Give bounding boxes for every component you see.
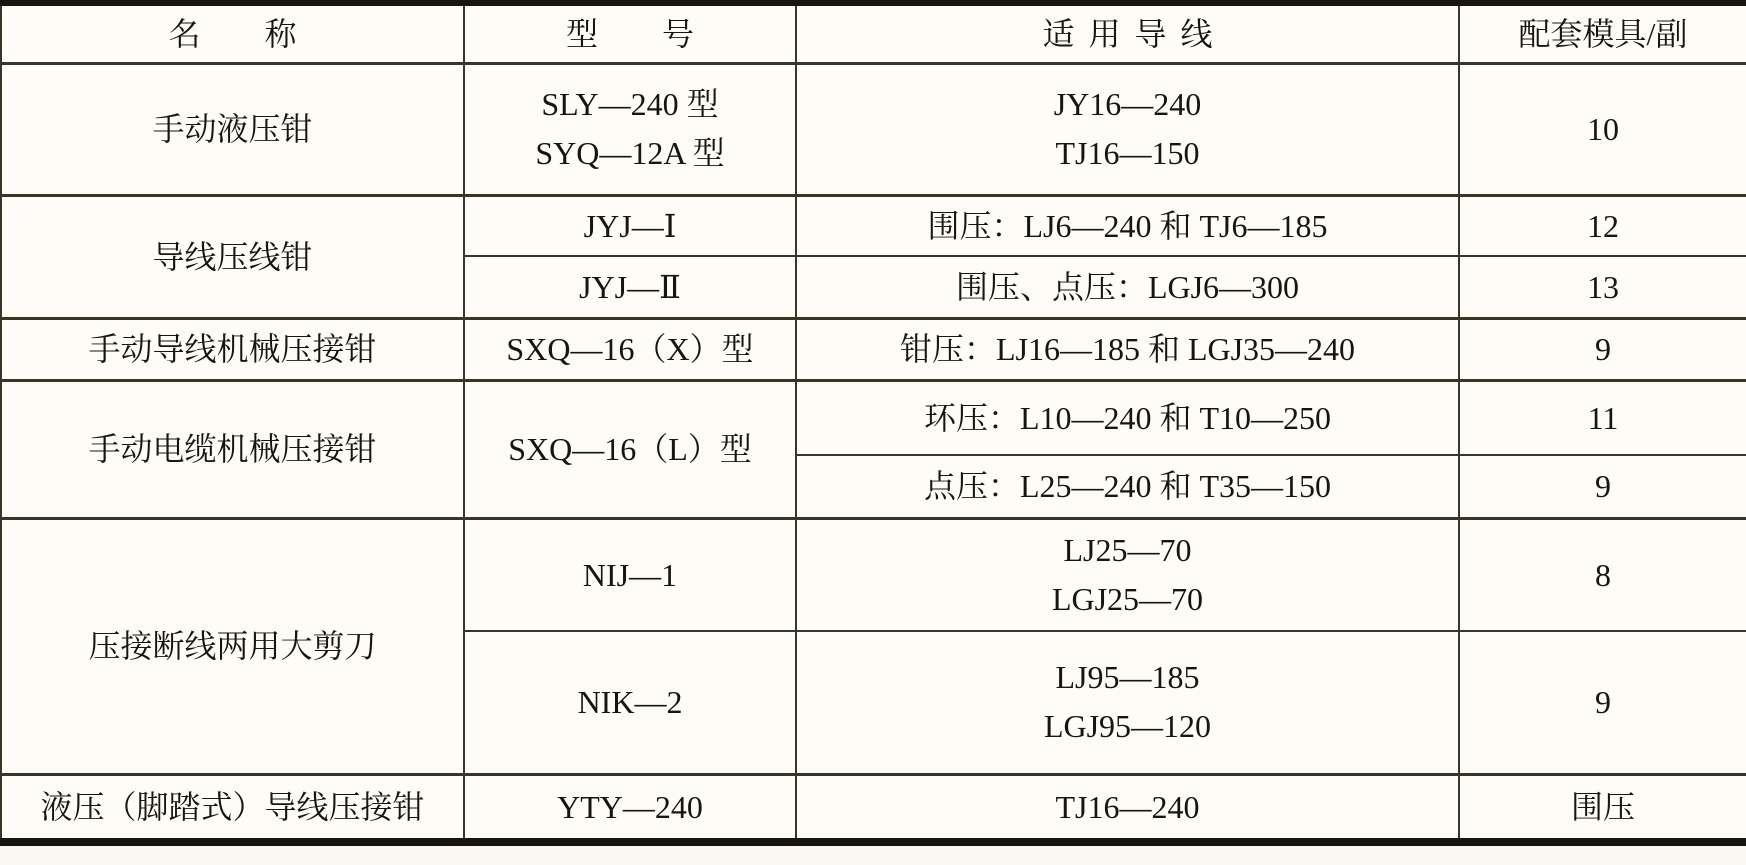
cell-foot-pedal-name: 液压（脚踏式）导线压接钳 (1, 774, 464, 842)
cell-shears-wires-2 (796, 631, 1459, 774)
table-row (1, 318, 1746, 380)
cell-foot-pedal-molds: 围压 (1459, 774, 1746, 842)
cell-wire-crimping-molds-2: 13 (1459, 256, 1746, 318)
cell-manual-hydraulic-name: 手动液压钳 (1, 63, 464, 195)
table-row (1, 195, 1746, 256)
wire-line: TJ16—150 (1055, 135, 1200, 171)
cell-manual-wire-mech-wires: 钳压：LJ16—185 和 LGJ35—240 (796, 318, 1459, 380)
model-line: SYQ—12A 型 (535, 135, 725, 171)
wire-line: LGJ25—70 (1051, 580, 1204, 617)
cell-wire-crimping-model-1: JYJ—Ⅰ (464, 195, 796, 256)
table-row (1, 518, 1746, 631)
cell-foot-pedal-wires: TJ16—240 (796, 774, 1459, 842)
header-wires: 适 用 导 线 (796, 3, 1459, 63)
cell-wire-crimping-model-2: JYJ—Ⅱ (464, 256, 796, 318)
cell-manual-wire-mech-molds: 9 (1459, 318, 1746, 380)
table-header-row (1, 3, 1746, 63)
cell-shears-molds-1: 8 (1459, 518, 1746, 631)
cell-manual-cable-mech-molds-1: 11 (1459, 380, 1746, 455)
table-row (1, 774, 1746, 842)
cell-shears-molds-2: 9 (1459, 631, 1746, 774)
cell-manual-hydraulic-wires (796, 63, 1459, 195)
wire-line: LJ95—185 (1055, 659, 1200, 696)
cell-wire-crimping-wires-2: 围压、点压：LGJ6—300 (796, 256, 1459, 318)
header-model: 型 号 (464, 3, 796, 63)
cell-wire-crimping-molds-1: 12 (1459, 195, 1746, 256)
cell-manual-wire-mech-name: 手动导线机械压接钳 (1, 318, 464, 380)
header-molds: 配套模具/副 (1459, 3, 1746, 63)
cell-manual-hydraulic-molds: 10 (1459, 63, 1746, 195)
model-line: SLY—240 型 (541, 85, 719, 122)
cell-shears-name: 压接断线两用大剪刀 (1, 518, 464, 774)
cell-manual-cable-mech-molds-2: 9 (1459, 455, 1746, 518)
table-row (1, 380, 1746, 455)
cell-foot-pedal-model: YTY—240 (464, 774, 796, 842)
wire-line: LGJ95—120 (1043, 708, 1212, 745)
cell-manual-cable-mech-model: SXQ—16（L）型 (464, 380, 796, 518)
cell-shears-model-1: NIJ—1 (464, 518, 796, 631)
wire-line: JY16—240 (1053, 85, 1202, 122)
cell-manual-cable-mech-wires-2: 点压：L25—240 和 T35—150 (796, 455, 1459, 518)
cell-wire-crimping-name: 导线压线钳 (1, 195, 464, 318)
cell-manual-cable-mech-name: 手动电缆机械压接钳 (1, 380, 464, 518)
cell-shears-wires-1 (796, 518, 1459, 631)
cell-manual-wire-mech-model: SXQ—16（X）型 (464, 318, 796, 380)
cell-wire-crimping-wires-1: 围压：LJ6—240 和 TJ6—185 (796, 195, 1459, 256)
cell-shears-model-2: NIK—2 (464, 631, 796, 774)
cell-manual-cable-mech-wires-1: 环压：L10—240 和 T10—250 (796, 380, 1459, 455)
cell-manual-hydraulic-models (464, 63, 796, 195)
wire-line: LJ25—70 (1063, 531, 1192, 568)
header-name: 名 称 (1, 3, 464, 63)
table-row (1, 63, 1746, 195)
